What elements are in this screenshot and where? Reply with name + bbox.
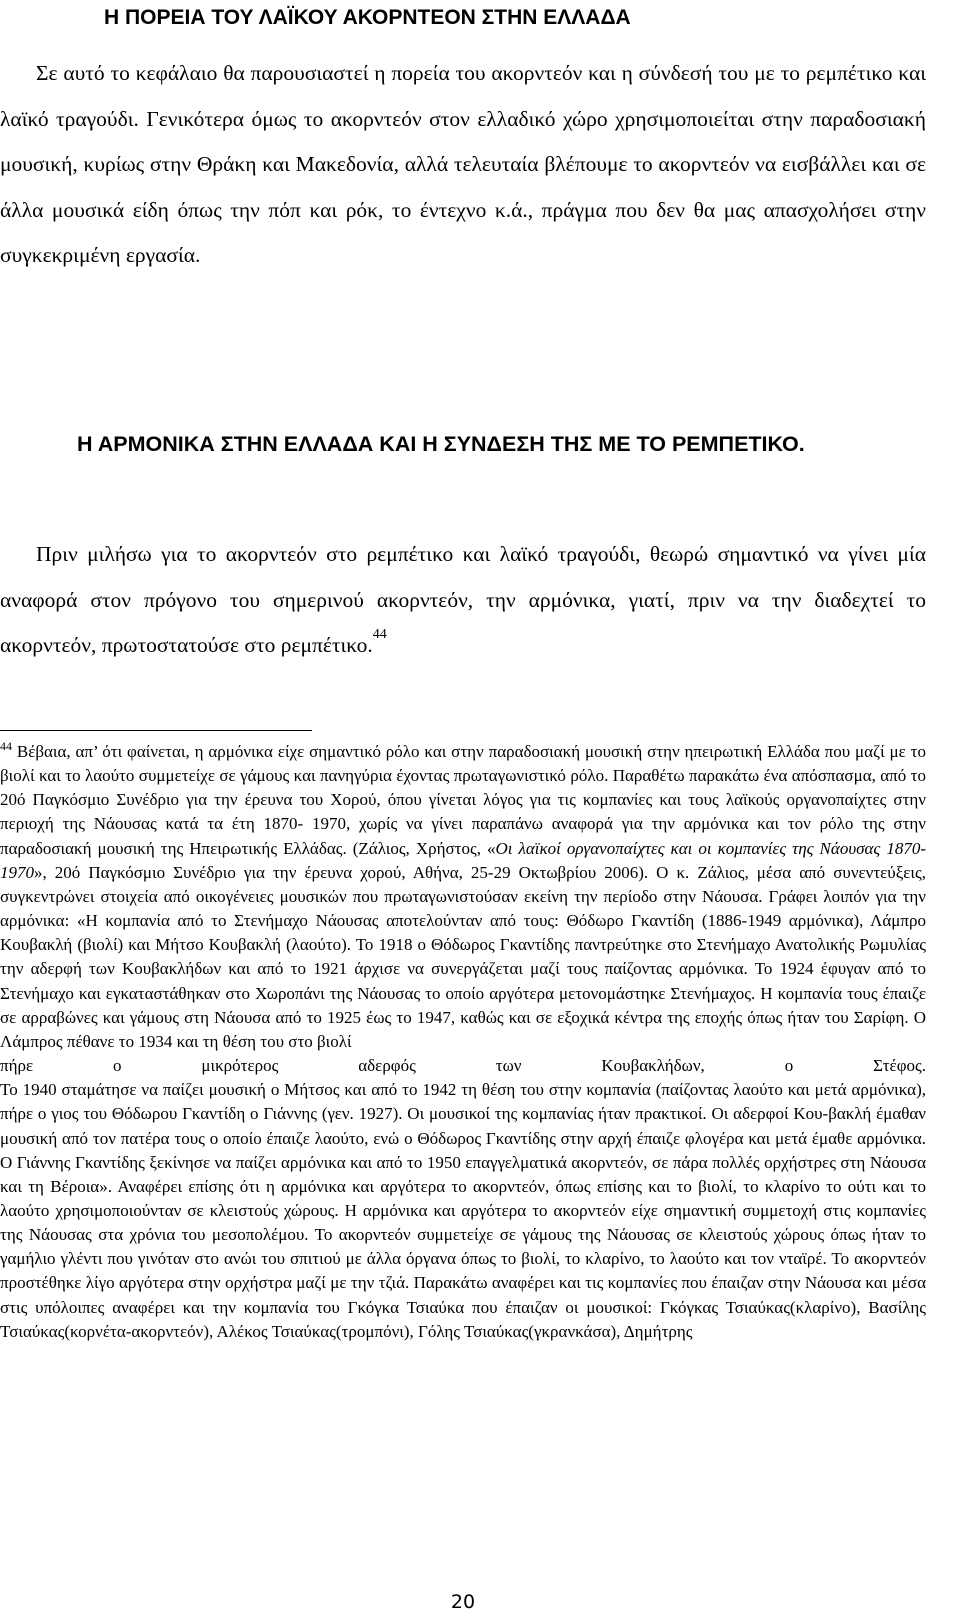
harmonica-paragraph [0, 532, 926, 669]
harmonica-paragraph-text: Πριν μιλήσω για το ακορντεόν στο ρεμπέτικο και λαϊκό τραγούδι, θεωρώ σημαντικό να γίνει μία αναφορά στον πρόγονο του σημερινού ακορντεόν, την αρμόνικα, γιατί, πριν να την διαδεχτεί το ακορντεόν, πρωτοστατούσε στο ρεμπέτικο. [0, 542, 926, 657]
footnote-text-part3: Το 1940 σταμάτησε να παίζει μουσική ο Μήτσος και από το 1942 τη θέση του στην κομπανία (παίζοντας λαούτο και μετά αρμόνικα), πήρε ο γιος του Θόδωρου Γκαντίδη ο Γιάννης (γεν. 1927). Οι μουσικοί της κομπανίας ήταν πρακτικοί. Οι αδερφοί Κου-βακλή έμαθαν μουσική από τον πατέρα τους ο οποίο έπαιζε λαούτο, ενώ ο Θόδωρος Γκαντίδης στην αρχή έπαιζε φλογέρα και μετά έμαθε αρμόνικα. Ο Γιάννης Γκαντίδης ξεκίνησε να παίζει αρμόνικα και από το 1950 επαγγελματικά ακορντεόν, σε πάρα πολλές ορχήστρες στη Νάουσα και τη Βέροια». Αναφέρει επίσης ότι η αρμόνικα και αργότερα το ακορντεόν, όπως επίσης και το βιολί, το κλαρίνο το ούτι και το λαούτο χρησιμοποιούνταν σε κλειστούς χώρους. Η αρμόνικα και αργότερα το ακορντεόν είχε σημαντική συμμετοχή στις κομπανίες της Νάουσας στα χρόνια του μεσοπολέμου. Το ακορντεόν συμμετείχε σε γάμους της Νάουσας σε κλειστούς χώρους όπως ήταν το γαμήλιο γλέντι που γινόταν στο ανώι του σπιτιού με άλλα όργανα όπως το βιολί, το κλαρίνο, το λαούτο και τον νταϊρέ. Το ακορντεόν προστέθηκε λίγο αργότερα στην ορχήστρα μαζί με την τζιά. Παρακάτω αναφέρει και τις κομπανίες που έπαιζαν στην Νάουσα και μέσα στις υπόλοιπες αναφέρει και την κομπανία του Γκόγκα Τσιαύκα που έπαιζαν οι μουσικοί: Γκόγκας Τσιαύκας(κλαρίνο), Βασίλης Τσιαύκας(κορνέτα-ακορντεόν), Αλέκος Τσιαύκας(τρομπόνι), Γόλης Τσιαύκας(γκρανκάσα), Δημήτρης [0, 1080, 926, 1341]
footnote-reference[interactable]: 44 [372, 627, 387, 642]
footnote-44 [0, 740, 926, 1344]
footnote-text-part2: », 20ό Παγκόσμιο Συνέδριο για την έρευνα χορού, Αθήνα, 25-29 Οκτωβρίου 2006). Ο κ. Ζάλιος, μέσα από συνεντεύξεις, συγκεντρώνει στοιχεία από οικογένειες μουσικών που πρωταγωνιστούσαν εκείνη την περίοδο στην Νάουσα. Γράφει λοιπόν για την αρμόνικα: «Η κομπανία από το Στενήμαχο Νάουσας αποτελούνταν από τους: Θόδωρο Γκαντίδη (1886-1949 αρμόνικα), Λάμπρο Κουβακλή (βιολί) και Μήτσο Κουβακλή (λαούτο). Το 1918 ο Θόδωρος Γκαντίδης παντρεύτηκε στο Στενήμαχο Ανατολικής Ρωμυλίας την αδερφή των Κουβακλήδων και από το 1921 άρχισε να συνεργάζεται μαζί τους παίζοντας αρμόνικα. Το 1924 έφυγαν από το Στενήμαχο και εγκαταστάθηκαν στο Χωροπάνι της Νάουσας το οποίο αργότερα μετονομάστηκε Στενήμαχος. Η κομπανία τους έπαιζε σε αρραβώνες και γάμους στη Νάουσα από το 1925 έως το 1947, καθώς και σε εξοχικά κέντρα της εποχής όπως ήταν του Σαρίφη. Ο Λάμπρος πέθανε το 1934 και τη θέση του στο βιολί [0, 862, 926, 1051]
page-number: 20 [450, 1591, 476, 1613]
footnote-separator [0, 730, 312, 731]
footnote-text-part1: Βέβαια, απ’ ότι φαίνεται, η αρμόνικα είχε σημαντικό ρόλο και στην παραδοσιακή μουσική στην ηπειρωτική Ελλάδα που μαζί με το βιολί και το λαούτο συμμετείχε σε γάμους και πανηγύρια έχοντας πρωταγωνιστικό ρόλο. Παραθέτω παρακάτω ένα απόσπασμα, από το 20ό Παγκόσμιο Συνέδριο για την έρευνα του Χορού, όπου γίνεται λόγος για τις κομπανίες και τους λαϊκούς οργανοπαίχτες στην περιοχή της Νάουσας κατά τα έτη 1870- 1970, χωρίς να γίνει παραπάνω αναφορά για την αρμόνικα και τον ρόλο της στην παραδοσιακή μουσική της Ηπειρωτικής Ελλάδας. (Ζάλιος, Χρήστος, « [0, 742, 927, 858]
footnote-justified-line: πήρε ο μικρότερος αδερφός των Κουβακλήδων, ο Στέφος. [0, 1056, 926, 1076]
chapter-heading: Η ΠΟΡΕΙΑ ΤΟΥ ΛΑΪΚΟΥ ΑΚΟΡΝΤΕΟΝ ΣΤΗΝ ΕΛΛΑΔΑ [104, 6, 631, 29]
footnote-cited-title: Οι λαϊκοί οργανοπαίχτες και οι κομπανίες της Νάουσας 1870-1970 [0, 838, 927, 882]
intro-paragraph: Σε αυτό το κεφάλαιο θα παρουσιαστεί η πορεία του ακορντεόν και η σύνδεσή του με το ρεμπέτικο και λαϊκό τραγούδι. Γενικότερα όμως το ακορντεόν στον ελλαδικό χώρο χρησιμοποιείται στην παραδοσιακή μουσική, κυρίως στην Θράκη και Μακεδονία, αλλά τελευταία βλέπουμε το ακορντεόν να εισβάλλει και σε άλλα μουσικά είδη όπως την πόπ και ρόκ, το έντεχνο κ.ά., πράγμα που δεν θα μας απασχολήσει στην συγκεκριμένη εργασία. [0, 61, 926, 267]
section-heading: Η ΑΡΜΟΝΙΚΑ ΣΤΗΝ ΕΛΛΑΔΑ ΚΑΙ Η ΣΥΝΔΕΣΗ ΤΗΣ ΜΕ ΤΟ ΡΕΜΠΕΤΙΚΟ. [77, 432, 805, 456]
footnote-number: 44 [0, 739, 12, 753]
